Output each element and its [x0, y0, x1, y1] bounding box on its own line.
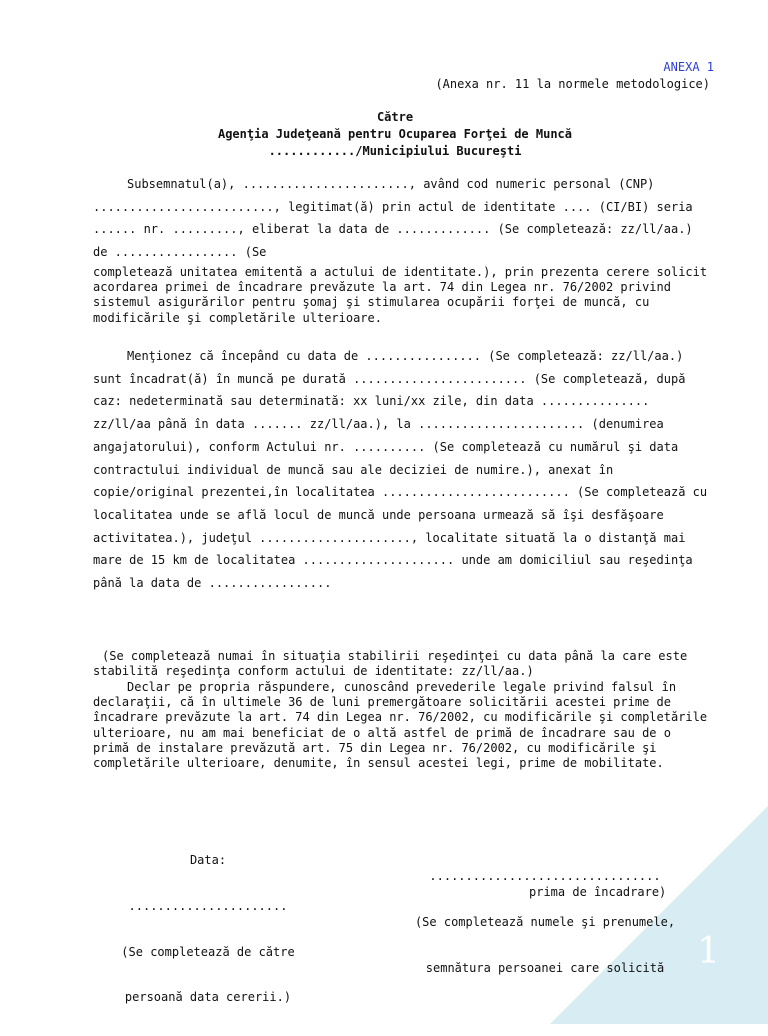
name-dots: ................................: [429, 869, 661, 884]
date-dots: ......................: [128, 899, 288, 914]
name-note-line-3: prima de încadrare): [529, 885, 667, 899]
date-note-line-2: persoană data cererii.): [124, 990, 292, 1005]
paragraph-employment: Menţionez că începând cu data de ................ (Se completează: zz/ll/aa.) sunt încadrat(ă) în muncă pe durată ........................ (Se completează, după caz: nedeterminată sau determinată: xx luni/xx zile, din data ............... zz/ll/aa până în data ....... zz/ll/aa.), la ....................... (denumirea angajatorului), conform Actului nr. .......... (Se completează cu numărul şi data contractului individual de muncă sau ale deciziei de numire.), anexat în copie/original prezentei,în localitatea .......................... (Se completează cu localitatea unde se află locul de muncă unde persoana urmează să îşi desfăşoare activitatea.), judeţul ....................., localitate situată la o distanţă mai mare de 15 km de localitatea ..................... unde am domiciliul sau reşedinţa până la data de .................: [93, 349, 708, 591]
page-number: 1: [697, 931, 720, 972]
date-label: Data:: [189, 853, 227, 868]
date-signature-block: [88, 823, 328, 1036]
recipient-block: [0, 109, 768, 160]
recipient-to: Către: [376, 110, 414, 124]
annex-title: ANEXA 1: [663, 60, 714, 74]
recipient-agency: Agenţia Judeţeană pentru Ocuparea Forţei de Muncă: [217, 127, 572, 141]
date-note-line-1: (Se completează de către: [121, 944, 295, 959]
paragraph-declaration: Declar pe propria răspundere, cunoscând prevederile legale privind falsul în declaraţii, că în ultimele 36 de luni premergătoare solicitării acestei prime de încadrare prevăzute la art. 74 din Legea nr. 76/2002, cu modificările şi completările ulterioare, nu am mai beneficiat de o altă astfel de primă de încadrare sau de o primă de instalare prevăzută art. 75 din Legea nr. 76/2002, cu modificările şi completările ulterioare, denumite, în sensul acestei legi, prime de mobilitate.: [93, 680, 708, 771]
annex-subtitle: (Anexa nr. 11 la normele metodologice): [435, 77, 710, 91]
name-note-line-1: (Se completează numele şi prenumele,: [414, 915, 676, 930]
recipient-municipality: ............/Municipiului Bucureşti: [268, 144, 522, 158]
paragraph-request: completează unitatea emitentă a actului de identitate.), prin prezenta cerere solicit acordarea primei de încadrare prevăzute la art. 74 din Legea nr. 76/2002 privind sistemul asigurărilor pentru şomaj şi stimularea ocupării forţei de muncă, cu modificările şi completările ulterioare.: [93, 265, 708, 325]
name-note-line-2: semnătura persoanei care solicită: [425, 960, 665, 975]
paragraph-residence-note: (Se completează numai în situaţia stabilirii reşedinţei cu data până la care este stabilită reşedinţa conform actului de identitate: zz/ll/aa.): [93, 649, 688, 679]
name-signature-block: [385, 839, 705, 1006]
paragraph-identity: Subsemnatul(a), ......................., având cod numeric personal (CNP) ........................., legitimat(ă) prin actul de identitate .... (CI/BI) seria ...... nr. ........., eliberat la data de ............. (Se completează: zz/ll/aa.) de ................. (Se: [93, 177, 693, 260]
